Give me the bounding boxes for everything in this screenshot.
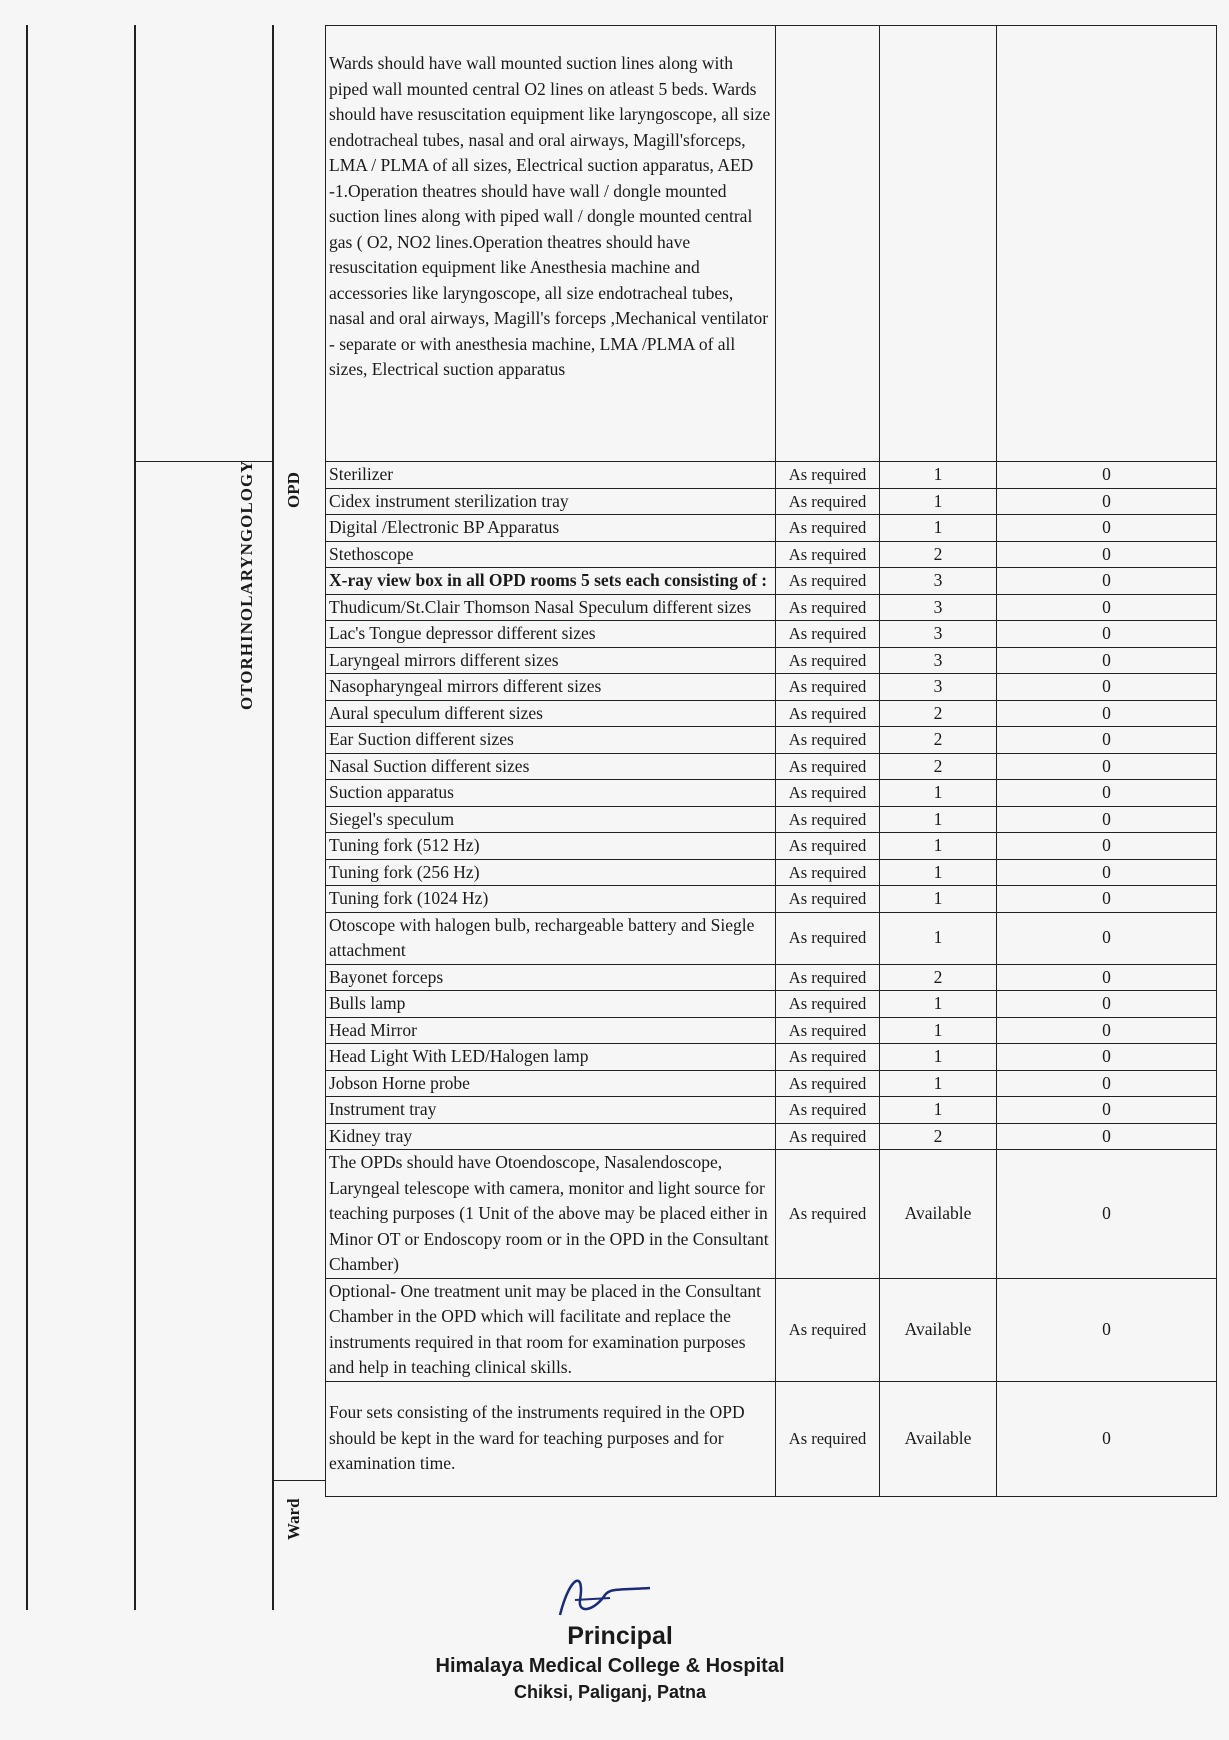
requirement: As required bbox=[776, 912, 880, 964]
quantity: 1 bbox=[880, 1017, 997, 1044]
table-row bbox=[326, 753, 1217, 780]
quantity: 1 bbox=[880, 1044, 997, 1071]
table-row bbox=[326, 727, 1217, 754]
row-divider bbox=[272, 1480, 326, 1481]
requirement: As required bbox=[776, 674, 880, 701]
requirement: As required bbox=[776, 621, 880, 648]
table-row bbox=[326, 806, 1217, 833]
quantity: 1 bbox=[880, 991, 997, 1018]
quantity: 3 bbox=[880, 594, 997, 621]
margin-line bbox=[26, 25, 28, 1610]
item-name: Laryngeal mirrors different sizes bbox=[326, 647, 776, 674]
table-row bbox=[326, 780, 1217, 807]
ward-label: Ward bbox=[284, 1498, 303, 1540]
quantity: 2 bbox=[880, 700, 997, 727]
table-row bbox=[326, 859, 1217, 886]
deficiency-value: 0 bbox=[997, 727, 1217, 754]
deficiency-value: 0 bbox=[997, 700, 1217, 727]
table-row bbox=[326, 1070, 1217, 1097]
deficiency-value: 0 bbox=[997, 462, 1217, 489]
item-name: Aural speculum different sizes bbox=[326, 700, 776, 727]
requirement: As required bbox=[776, 1097, 880, 1124]
deficiency-value: 0 bbox=[997, 1381, 1217, 1496]
item-name: Otoscope with halogen bulb, rechargeable battery and Siegle attachment bbox=[326, 912, 776, 964]
item-name: Cidex instrument sterilization tray bbox=[326, 488, 776, 515]
table-row bbox=[326, 1017, 1217, 1044]
deficiency-value: 0 bbox=[997, 964, 1217, 991]
table-row bbox=[326, 964, 1217, 991]
requirement: As required bbox=[776, 647, 880, 674]
requirement: As required bbox=[776, 541, 880, 568]
quantity: 2 bbox=[880, 753, 997, 780]
deficiency-value: 0 bbox=[997, 991, 1217, 1018]
table-row bbox=[326, 1381, 1217, 1496]
deficiency-value: 0 bbox=[997, 568, 1217, 595]
table-row bbox=[326, 515, 1217, 542]
item-name: Stethoscope bbox=[326, 541, 776, 568]
quantity: 1 bbox=[880, 515, 997, 542]
table-row bbox=[326, 1044, 1217, 1071]
deficiency-value: 0 bbox=[997, 1070, 1217, 1097]
opd-label: OPD bbox=[284, 472, 303, 508]
item-name: Thudicum/St.Clair Thomson Nasal Speculum different sizes bbox=[326, 594, 776, 621]
deficiency-value: 0 bbox=[997, 594, 1217, 621]
quantity: 3 bbox=[880, 568, 997, 595]
quantity: 1 bbox=[880, 886, 997, 913]
requirement: As required bbox=[776, 594, 880, 621]
table-row bbox=[326, 1097, 1217, 1124]
quantity: 3 bbox=[880, 621, 997, 648]
deficiency-value: 0 bbox=[997, 621, 1217, 648]
requirement: As required bbox=[776, 515, 880, 542]
quantity: 2 bbox=[880, 964, 997, 991]
quantity: 1 bbox=[880, 912, 997, 964]
deficiency-value: 0 bbox=[997, 1044, 1217, 1071]
quantity: 3 bbox=[880, 674, 997, 701]
deficiency-value: 0 bbox=[997, 886, 1217, 913]
item-name: Jobson Horne probe bbox=[326, 1070, 776, 1097]
item-name: Tuning fork (256 Hz) bbox=[326, 859, 776, 886]
table-row bbox=[326, 462, 1217, 489]
quantity: 1 bbox=[880, 859, 997, 886]
table-row bbox=[326, 488, 1217, 515]
table-row bbox=[326, 674, 1217, 701]
column-line bbox=[272, 25, 274, 1610]
item-name: Bulls lamp bbox=[326, 991, 776, 1018]
requirement: As required bbox=[776, 1381, 880, 1496]
requirement: As required bbox=[776, 1123, 880, 1150]
deficiency-value: 0 bbox=[997, 806, 1217, 833]
deficiency-value: 0 bbox=[997, 541, 1217, 568]
table-row bbox=[326, 1123, 1217, 1150]
item-name: Tuning fork (1024 Hz) bbox=[326, 886, 776, 913]
deficiency-value: 0 bbox=[997, 647, 1217, 674]
requirement: As required bbox=[776, 753, 880, 780]
table-row bbox=[326, 700, 1217, 727]
deficiency-value: 0 bbox=[997, 1017, 1217, 1044]
deficiency-value: 0 bbox=[997, 859, 1217, 886]
deficiency-value: 0 bbox=[997, 912, 1217, 964]
item-name: Siegel's speculum bbox=[326, 806, 776, 833]
deficiency-value: 0 bbox=[997, 1150, 1217, 1279]
requirement: As required bbox=[776, 886, 880, 913]
department-label: OTORHINOLARYNGOLOGY bbox=[237, 460, 256, 711]
column-line bbox=[134, 25, 136, 1610]
item-name: Tuning fork (512 Hz) bbox=[326, 833, 776, 860]
table-row bbox=[326, 594, 1217, 621]
item-name: X-ray view box in all OPD rooms 5 sets each consisting of : bbox=[326, 568, 776, 595]
table-row bbox=[326, 1150, 1217, 1279]
principal-title: Principal bbox=[567, 1622, 673, 1650]
quantity: Available bbox=[880, 1150, 997, 1279]
requirement: As required bbox=[776, 568, 880, 595]
requirement: As required bbox=[776, 488, 880, 515]
item-name: Suction apparatus bbox=[326, 780, 776, 807]
item-name: Ear Suction different sizes bbox=[326, 727, 776, 754]
deficiency-value: 0 bbox=[997, 833, 1217, 860]
requirement: As required bbox=[776, 727, 880, 754]
intro-row bbox=[326, 26, 1217, 462]
equipment-table bbox=[325, 25, 1217, 1497]
requirement: As required bbox=[776, 1017, 880, 1044]
deficiency-value: 0 bbox=[997, 1123, 1217, 1150]
table-row bbox=[326, 991, 1217, 1018]
item-name: Optional- One treatment unit may be placed in the Consultant Chamber in the OPD which will facilitate and replace the instruments required in that room for examination purposes and help in teaching clinical skills. bbox=[326, 1278, 776, 1381]
table-row bbox=[326, 568, 1217, 595]
deficiency-value: 0 bbox=[997, 753, 1217, 780]
table-row bbox=[326, 833, 1217, 860]
deficiency-value: 0 bbox=[997, 515, 1217, 542]
requirement: As required bbox=[776, 833, 880, 860]
deficiency-value: 0 bbox=[997, 674, 1217, 701]
item-name: Head Light With LED/Halogen lamp bbox=[326, 1044, 776, 1071]
item-name: Sterilizer bbox=[326, 462, 776, 489]
item-name: Kidney tray bbox=[326, 1123, 776, 1150]
item-name: The OPDs should have Otoendoscope, Nasalendoscope, Laryngeal telescope with camera, monitor and light source for teaching purposes (1 Unit of the above may be placed either in Minor OT or Endoscopy room or in the OPD in the Consultant Chamber) bbox=[326, 1150, 776, 1279]
footer bbox=[430, 1612, 790, 1703]
requirement: As required bbox=[776, 780, 880, 807]
item-name: Nasal Suction different sizes bbox=[326, 753, 776, 780]
requirement: As required bbox=[776, 1278, 880, 1381]
quantity: 2 bbox=[880, 1123, 997, 1150]
deficiency-value: 0 bbox=[997, 780, 1217, 807]
quantity: 1 bbox=[880, 462, 997, 489]
requirement: As required bbox=[776, 1150, 880, 1279]
table-row bbox=[326, 647, 1217, 674]
requirement: As required bbox=[776, 859, 880, 886]
intro-text: Wards should have wall mounted suction lines along with piped wall mounted central O2 lines on atleast 5 beds. Wards should have resuscitation equipment like laryngoscope, all size endotracheal tubes, nasal and oral airways, Magill'sforceps, LMA / PLMA of all sizes, Electrical suction apparatus, AED -1.Operation theatres should have wall / dongle mounted suction lines along with piped wall / dongle mounted central gas ( O2, NO2 lines.Operation theatres should have resuscitation equipment like Anesthesia machine and accessories like laryngoscope, all size endotracheal tubes, nasal and oral airways, Magill's forceps ,Mechanical ventilator - separate or with anesthesia machine, LMA /PLMA of all sizes, Electrical suction apparatus bbox=[326, 26, 776, 462]
item-name: Four sets consisting of the instruments required in the OPD should be kept in the ward for teaching purposes and for examination time. bbox=[326, 1381, 776, 1496]
quantity: 3 bbox=[880, 647, 997, 674]
quantity: Available bbox=[880, 1278, 997, 1381]
requirement: As required bbox=[776, 700, 880, 727]
deficiency-value: 0 bbox=[997, 1097, 1217, 1124]
item-name: Instrument tray bbox=[326, 1097, 776, 1124]
requirement: As required bbox=[776, 1070, 880, 1097]
deficiency-value: 0 bbox=[997, 488, 1217, 515]
requirement: As required bbox=[776, 964, 880, 991]
requirement: As required bbox=[776, 991, 880, 1018]
requirement: As required bbox=[776, 806, 880, 833]
item-name: Lac's Tongue depressor different sizes bbox=[326, 621, 776, 648]
quantity: 1 bbox=[880, 488, 997, 515]
quantity: 1 bbox=[880, 1097, 997, 1124]
quantity: Available bbox=[880, 1381, 997, 1496]
quantity: 2 bbox=[880, 727, 997, 754]
quantity: 1 bbox=[880, 833, 997, 860]
table-row bbox=[326, 541, 1217, 568]
quantity: 1 bbox=[880, 806, 997, 833]
item-name: Digital /Electronic BP Apparatus bbox=[326, 515, 776, 542]
item-name: Bayonet forceps bbox=[326, 964, 776, 991]
quantity: 2 bbox=[880, 541, 997, 568]
requirement: As required bbox=[776, 462, 880, 489]
table-row bbox=[326, 886, 1217, 913]
college-name: Himalaya Medical College & Hospital bbox=[435, 1655, 785, 1677]
quantity: 1 bbox=[880, 1070, 997, 1097]
item-name: Head Mirror bbox=[326, 1017, 776, 1044]
item-name: Nasopharyngeal mirrors different sizes bbox=[326, 674, 776, 701]
quantity: 1 bbox=[880, 780, 997, 807]
requirement: As required bbox=[776, 1044, 880, 1071]
table-row bbox=[326, 621, 1217, 648]
table-row bbox=[326, 1278, 1217, 1381]
deficiency-value: 0 bbox=[997, 1278, 1217, 1381]
table-row bbox=[326, 912, 1217, 964]
college-address: Chiksi, Paliganj, Patna bbox=[513, 1682, 707, 1702]
